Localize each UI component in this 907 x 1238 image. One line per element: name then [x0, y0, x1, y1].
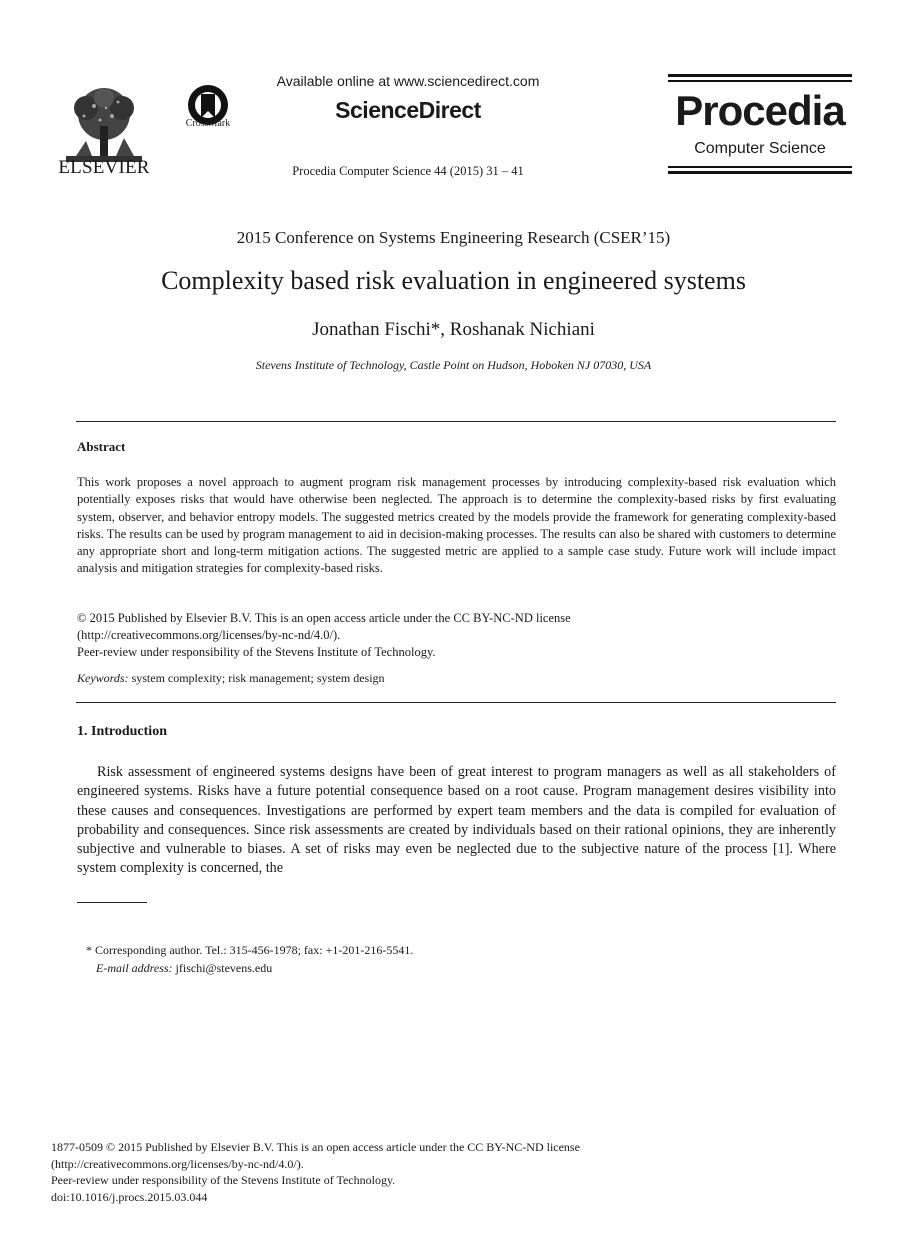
- license-link[interactable]: (http://creativecommons.org/licenses/by-nc-nd/4.0/).: [77, 628, 341, 642]
- copyright-line: © 2015 Published by Elsevier B.V. This is an open access article under the CC BY-NC-ND license: [77, 611, 571, 625]
- abstract-bottom-rule: [76, 702, 836, 703]
- procedia-subtitle: Computer Science: [694, 140, 826, 157]
- abstract-top-rule: [76, 421, 836, 422]
- footer-doi[interactable]: doi:10.1016/j.procs.2015.03.044: [51, 1189, 208, 1204]
- affiliation: Stevens Institute of Technology, Castle Point on Hudson, Hoboken NJ 07030, USA: [255, 358, 652, 372]
- procedia-rule-bottom: [668, 166, 852, 168]
- procedia-wordmark: Procedia: [675, 87, 845, 134]
- introduction-text: Risk assessment of engineered systems designs have been of great interest to program managers as well as all stakeholders of engineered systems. Risks have a future potential consequence based on a root cause. Program management desires visibility into these causes and consequences. Investigations are performed by expert team members and the data is compiled for evaluation of probability and consequences. Since risk assessments are created by individuals based on their rational opinions, they are inherently subjective and vulnerable to biases. A set of risks may even be neglected due to the subjective nature of the process [1]. Where system complexity is concerned, the: [77, 764, 836, 877]
- email-label: E-mail address:: [96, 961, 173, 975]
- corresponding-author-note: * Corresponding author. Tel.: 315-456-1978; fax: +1-201-216-5541.: [86, 943, 414, 957]
- footer-license-link[interactable]: (http://creativecommons.org/licenses/by-nc-nd/4.0/).: [51, 1156, 304, 1171]
- sciencedirect-logo: ScienceDirect: [335, 97, 481, 123]
- crossmark-label: CrossMark: [185, 118, 231, 129]
- procedia-rule-top: [668, 74, 852, 77]
- footer-issn-line: 1877-0509 © 2015 Published by Elsevier B.V. This is an open access article under the CC BY-NC-ND license: [51, 1140, 580, 1154]
- keywords-line: [77, 671, 385, 686]
- peer-review-line: Peer-review under responsibility of the Stevens Institute of Technology.: [77, 645, 436, 659]
- journal-citation: Procedia Computer Science 44 (2015) 31 – 41: [292, 164, 524, 178]
- abstract-text: This work proposes a novel approach to augment program risk management processes by introducing complexity-based risk evaluation which potentially exposes risks that would have otherwise been neglected. The approach is to determine the complexity-based risks by first evaluating system, observer, and behavior entropy models. The suggested metrics created by the models provide the framework for generating complexity-based risks. The results can be used by program management to aid in decision-making processes. The results can also be shared with customers to determine any appropriate short and long-term mitigation actions. The suggested metric are applied to a sample case study. Future work will include impact analysis and mitigation strategies for complexity-based risks.: [77, 475, 836, 576]
- email-note: [96, 961, 272, 976]
- copyright-notice: [77, 610, 836, 661]
- keywords-label: Keywords:: [77, 671, 129, 685]
- elsevier-wordmark: ELSEVIER: [58, 157, 150, 178]
- procedia-rule-top-2: [668, 80, 852, 82]
- author-list: Jonathan Fischi*, Roshanak Nichiani: [312, 319, 595, 340]
- procedia-logo: [668, 74, 852, 176]
- procedia-rule-bottom-2: [668, 171, 852, 174]
- introduction-heading: 1. Introduction: [77, 724, 167, 739]
- email-address[interactable]: jfischi@stevens.edu: [172, 961, 273, 975]
- footnote-rule: [77, 902, 147, 903]
- paper-title: Complexity based risk evaluation in engineered systems: [161, 266, 746, 295]
- available-online-line: Available online at www.sciencedirect.com: [276, 73, 540, 89]
- conference-name: 2015 Conference on Systems Engineering Research (CSER’15): [236, 228, 671, 247]
- keywords-list: system complexity; risk management; system design: [128, 671, 385, 685]
- page-footer: [51, 1139, 751, 1205]
- abstract-heading: Abstract: [77, 439, 126, 454]
- footer-peer-review: Peer-review under responsibility of the Stevens Institute of Technology.: [51, 1173, 396, 1187]
